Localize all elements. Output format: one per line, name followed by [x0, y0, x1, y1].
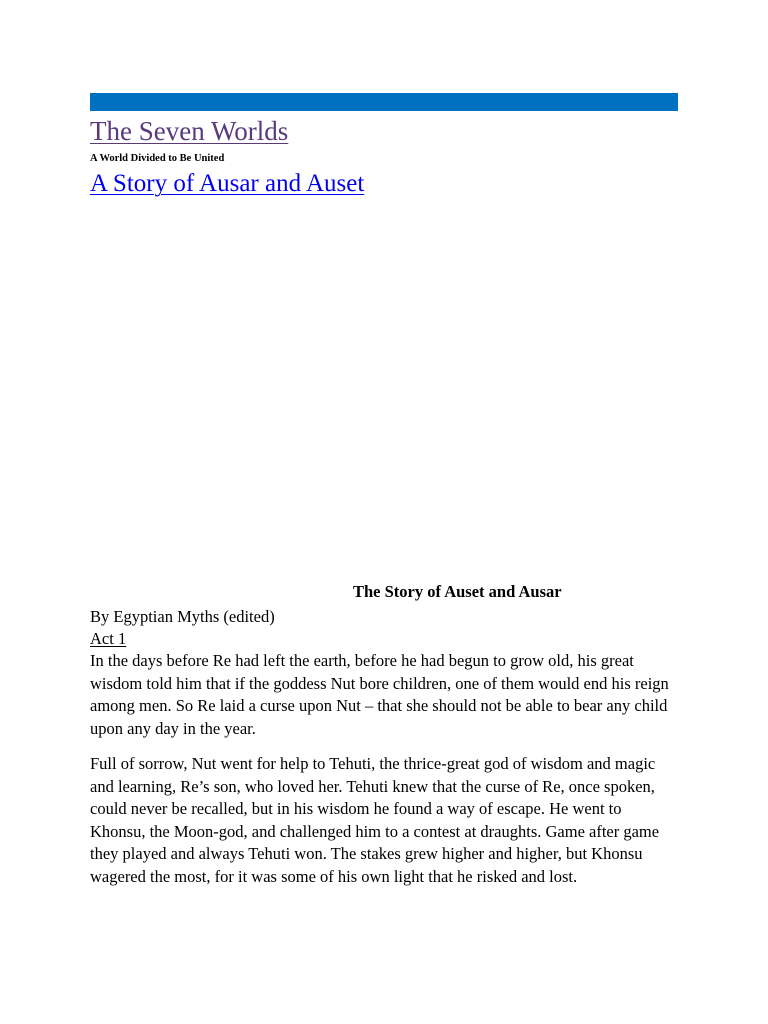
story-title-link[interactable]: A Story of Ausar and Auset: [90, 170, 365, 197]
story-heading: The Story of Auset and Ausar: [353, 582, 562, 601]
story-paragraph-2: Full of sorrow, Nut went for help to Tehuti, the thrice-great god of wisdom and magic and learning, Re’s son, who loved her. Tehuti knew that the curse of Re, once spoken, could never be recalled, but in his wisdom he found a way of escape. He went to Khonsu, the Moon-god, and challenged him to a contest at draughts. Game after game they played and always Tehuti won. The stakes grew higher and higher, but Khonsu wagered the most, for it was some of his own light that he risked and lost.: [90, 754, 660, 886]
header-color-bar: [90, 93, 678, 111]
document-page: [90, 93, 678, 901]
story-byline: By Egyptian Myths (edited): [90, 607, 275, 626]
site-tagline: A World Divided to Be United: [90, 153, 225, 164]
blank-space: [90, 199, 678, 582]
site-title-link[interactable]: The Seven Worlds: [90, 116, 289, 146]
story-paragraph-1: In the days before Re had left the earth, before he had begun to grow old, his great wisdom told him that if the goddess Nut bore children, one of them would end his reign among men. So Re laid a curse upon Nut – that she should not be able to bear any child upon any day in the year.: [90, 651, 669, 738]
act-label: Act 1: [90, 629, 127, 648]
